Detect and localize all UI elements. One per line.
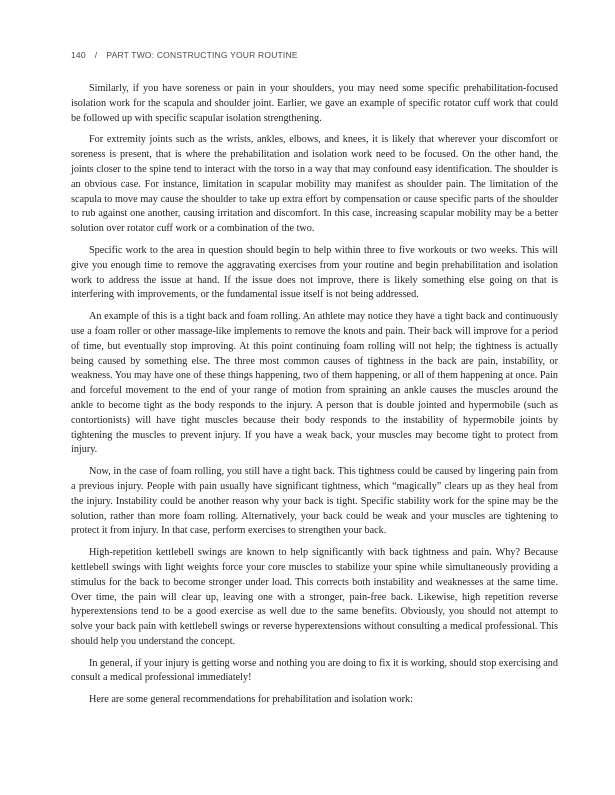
running-head [71,50,298,60]
paragraph-injury-warning: In general, if your injury is getting worse and nothing you are doing to fix it is working, should stop exercising and consult a medical professional immediately! [71,657,558,684]
body-text [71,82,558,715]
paragraph-shoulder-soreness: Similarly, if you have soreness or pain in your shoulders, you may need some specific prehabilitation-focused isolation work for the scapula and shoulder joint. Earlier, we gave an example of specific rotator cuff work that could be followed up with specific scapular isolation strengthening. [71,83,558,124]
paragraph-specific-work: Specific work to the area in question should begin to help within three to five workouts or two weeks. This will give you enough time to remove the aggravating exercises from your routine and begin prehabilitation and isolation work to address the issue at hand. If the issue does not improve, there is likely something else going on that is interfering with improvements, or the fundamental issue itself is not being addressed. [71,244,558,301]
page-number: 140 [71,50,86,60]
paragraph-tight-back-example: An example of this is a tight back and foam rolling. An athlete may notice they have a tight back and continuously use a foam roller or other massage-like implements to remove the knots and pain. Their back will improve for a period of time, but eventually stop improving. At this point continuing foam rolling will not help; the tightness is actually being caused by something else. The three most common causes of tightness in the back are pain, instability, or weakness. You may have one of these things happening, two of them happening, or all of them happening at once. Pain and forceful movement to the end of your range of motion from spraining an ankle causes the muscles around the ankle to become tight as the body responds to the injury. A person that is double jointed and hypermobile (such as contortionists) will have tight muscles because their body responds to the instability of hypermobile joints by tightening the muscles to prevent injury. If you have a weak back, your muscles may become tight to protect from injury. [71,311,558,456]
paragraph-recommendations-intro: Here are some general recommendations for prehabilitation and isolation work: [89,694,413,706]
header-separator: / [94,50,98,60]
section-title: PART TWO: CONSTRUCTING YOUR ROUTINE [106,50,298,60]
paragraph-foam-rolling: Now, in the case of foam rolling, you still have a tight back. This tightness could be caused by lingering pain from a previous injury. People with pain usually have significant tightness, which “magically” clears up as they heal from the injury. Instability could be another reason why your back is tight. Specific stability work for the spine may be the solution, rather than more foam rolling. Alternatively, your back could be weak and your muscles are tightening to protect it from injury. In that case, perform exercises to strengthen your back. [71,466,558,537]
paragraph-extremity-joints: For extremity joints such as the wrists, ankles, elbows, and knees, it is likely that wherever your discomfort or soreness is present, that is where the prehabilitation and isolation work need to be focused. On the other hand, the joints closer to the spine tend to interact with the torso in a way that may confound easy identification. The shoulder is an obvious case. For instance, limitation in scapular mobility may manifest as shoulder pain. The limitation of the scapula to move may cause the shoulder to take up extra effort by compensation or cause specific parts of the shoulder to rub against one another, causing irritation and discomfort. In this case, increasing scapular mobility may be a better solution over rotator cuff work or a combination of the two. [71,134,558,235]
paragraph-kettlebell-swings: High-repetition kettlebell swings are known to help significantly with back tightness and pain. Why? Because kettlebell swings with light weights force your core muscles to stabilize your spine while simultaneously providing a stimulus for the back to become stronger under load. This corrects both instability and weaknesses at the same time. Over time, the pain will clear up, leaving one with a stronger, pain-free back. Likewise, high repetition reverse hyperextensions tend to be a good exercise as well due to the same benefits. Obviously, you should not attempt to solve your back pain with kettlebell swings or reverse hyperextensions without consulting a medical professional. This should help you understand the concept. [71,547,558,647]
